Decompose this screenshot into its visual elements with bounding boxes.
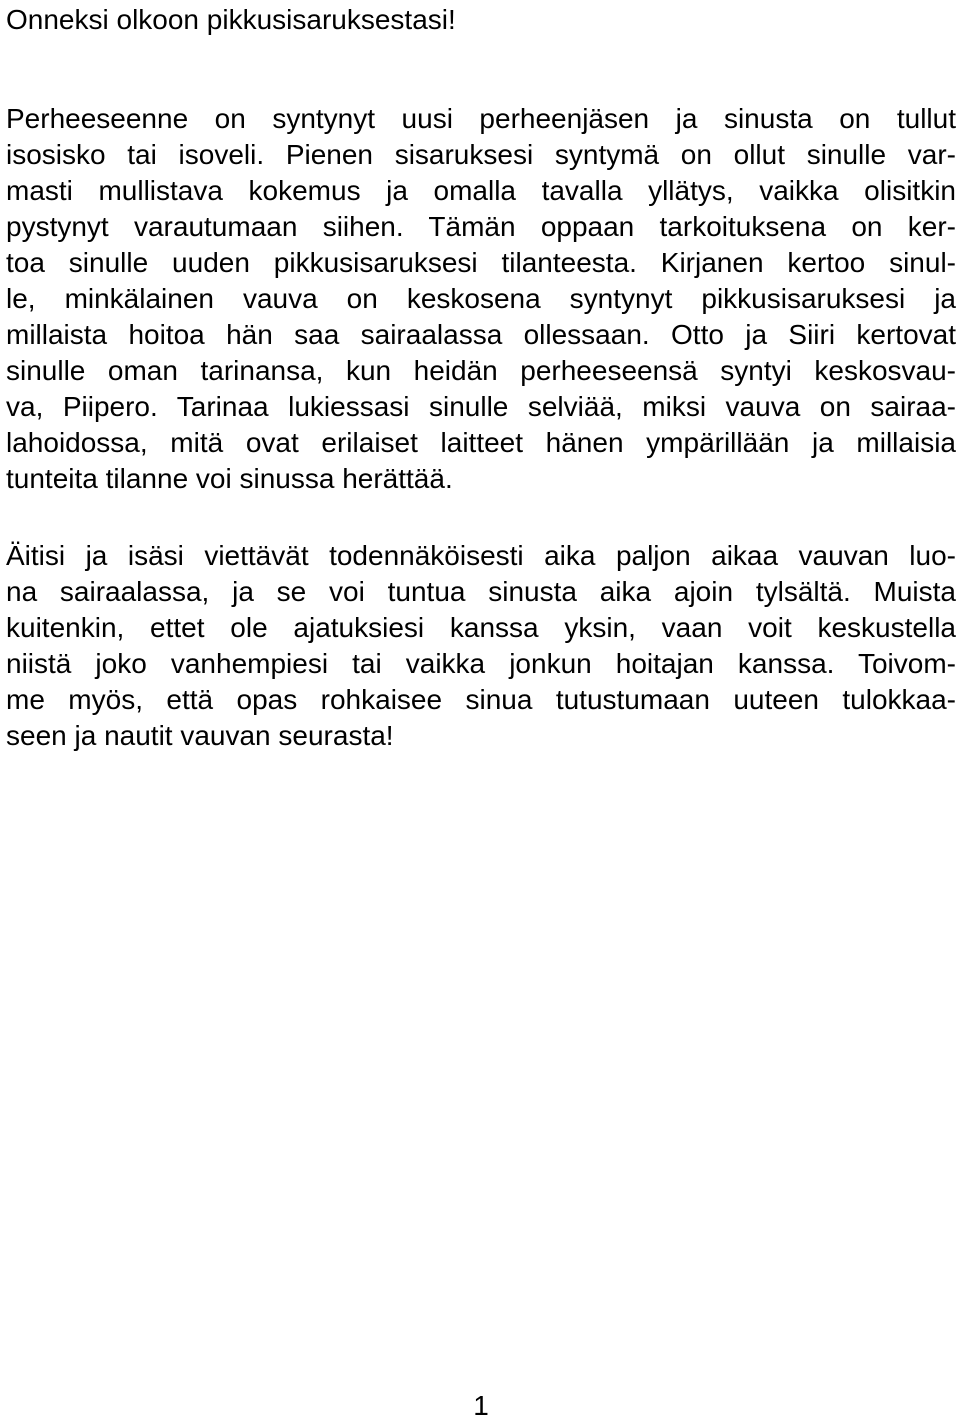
paragraph-line: na sairaalassa, ja se voi tuntua sinusta aika ajoin tylsältä. Muista xyxy=(6,576,956,607)
paragraph-line: isosisko tai isoveli. Pienen sisaruksesi syntymä on ollut sinulle var- xyxy=(6,139,956,170)
page-number: 1 xyxy=(473,1390,489,1421)
paragraph-line: Äitisi ja isäsi viettävät todennäköisesti aika paljon aikaa vauvan luo- xyxy=(6,540,956,571)
paragraph-line: kuitenkin, ettet ole ajatuksiesi kanssa yksin, vaan voit keskustella xyxy=(6,612,956,643)
paragraph-line: pystynyt varautumaan siihen. Tämän oppaan tarkoituksena on ker- xyxy=(6,211,956,242)
paragraph-line: me myös, että opas rohkaisee sinua tutustumaan uuteen tulokkaa- xyxy=(6,684,956,715)
paragraph-line: Perheeseenne on syntynyt uusi perheenjäsen ja sinusta on tullut xyxy=(6,103,956,134)
paragraph-line: lahoidossa, mitä ovat erilaiset laitteet hänen ympärillään ja millaisia xyxy=(6,427,956,458)
paragraph-line: le, minkälainen vauva on keskosena syntynyt pikkusisaruksesi ja xyxy=(6,283,956,314)
paragraph-line: va, Piipero. Tarinaa lukiessasi sinulle selviää, miksi vauva on sairaa- xyxy=(6,391,956,422)
paragraph-line: masti mullistava kokemus ja omalla tavalla yllätys, vaikka olisitkin xyxy=(6,175,956,206)
paragraph-line-last: tunteita tilanne voi sinussa herättää. xyxy=(6,463,453,494)
paragraph-line: millaista hoitoa hän saa sairaalassa ollessaan. Otto ja Siiri kertovat xyxy=(6,319,956,350)
paragraph-line: sinulle oman tarinansa, kun heidän perheeseensä syntyi keskosvau- xyxy=(6,355,956,386)
paragraph-line: toa sinulle uuden pikkusisaruksesi tilanteesta. Kirjanen kertoo sinul- xyxy=(6,247,956,278)
document-page xyxy=(6,0,956,1426)
paragraph-line-last: seen ja nautit vauvan seurasta! xyxy=(6,720,394,751)
paragraph-line: niistä joko vanhempiesi tai vaikka jonkun hoitajan kanssa. Toivom- xyxy=(6,648,956,679)
greeting-heading: Onneksi olkoon pikkusisaruksestasi! xyxy=(6,4,456,35)
